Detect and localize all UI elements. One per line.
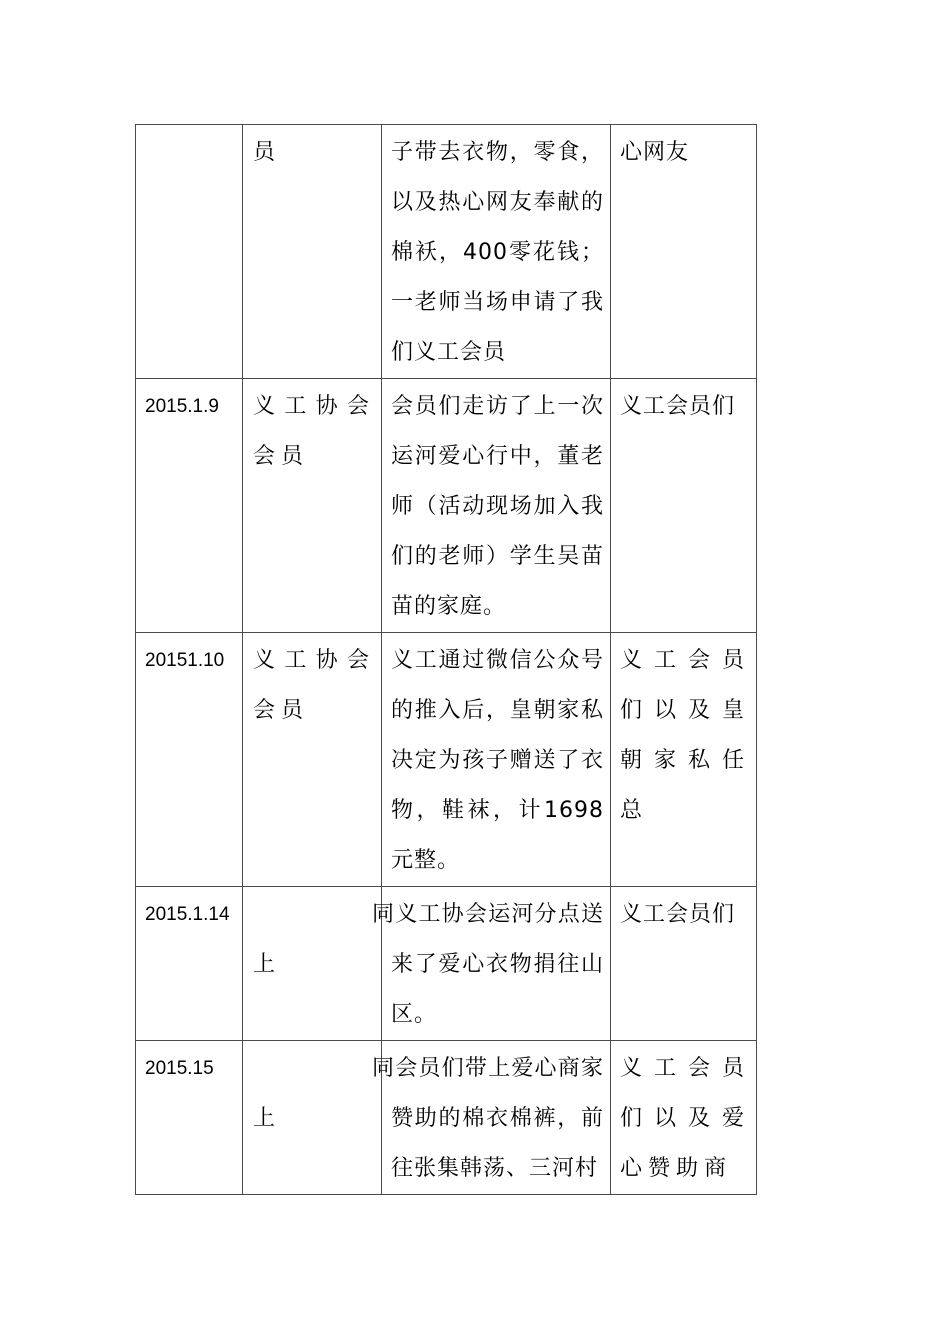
date-cell: 2015.1.9 — [136, 379, 243, 633]
participants-cell: 义工会员们以及爱心赞助商 — [611, 1041, 757, 1195]
table-row — [136, 887, 757, 1041]
content-cell: 义工通过微信公众号的推入后，皇朝家私决定为孩子赠送了衣物，鞋袜，计1698元整。 — [382, 633, 611, 887]
content-text: 义工协会运河分点送来了爱心衣物捐往山区。 — [391, 902, 604, 1027]
table-row — [136, 379, 757, 633]
date-cell: 20151.10 — [136, 633, 243, 887]
content-cell: 会员们走访了上一次运河爱心行中，董老师（活动现场加入我们的老师）学生吴苗苗的家庭。 — [382, 379, 611, 633]
content-text: 会员们带上爱心商家赞助的棉衣棉裤，前往张集韩荡、三河村 — [391, 1056, 604, 1181]
date-cell — [136, 125, 243, 379]
participants-cell: 义工会员们 — [611, 379, 757, 633]
activity-table — [135, 124, 757, 1195]
actor-cell: 义工协会会员 — [243, 633, 382, 887]
table-row — [136, 1041, 757, 1195]
content-cell: 子带去衣物，零食，以及热心网友奉献的棉袄，400零花钱；一老师当场申请了我们义工会员 — [382, 125, 611, 379]
actor-cell: 上 — [243, 1041, 382, 1195]
participants-cell: 义工会员们 — [611, 887, 757, 1041]
overflow-char: 同 — [372, 1056, 396, 1081]
participants-cell: 心网友 — [611, 125, 757, 379]
overflow-char: 同 — [372, 902, 396, 927]
table-row — [136, 125, 757, 379]
table-row — [136, 633, 757, 887]
actor-cell: 上 — [243, 887, 382, 1041]
actor-cell: 义工协会会员 — [243, 379, 382, 633]
content-cell — [372, 887, 611, 1041]
actor-cell: 员 — [243, 125, 382, 379]
date-cell: 2015.1.14 — [136, 887, 243, 1041]
content-cell — [372, 1041, 611, 1195]
participants-cell: 义工会员们以及皇朝家私任总 — [611, 633, 757, 887]
date-cell: 2015.15 — [136, 1041, 243, 1195]
